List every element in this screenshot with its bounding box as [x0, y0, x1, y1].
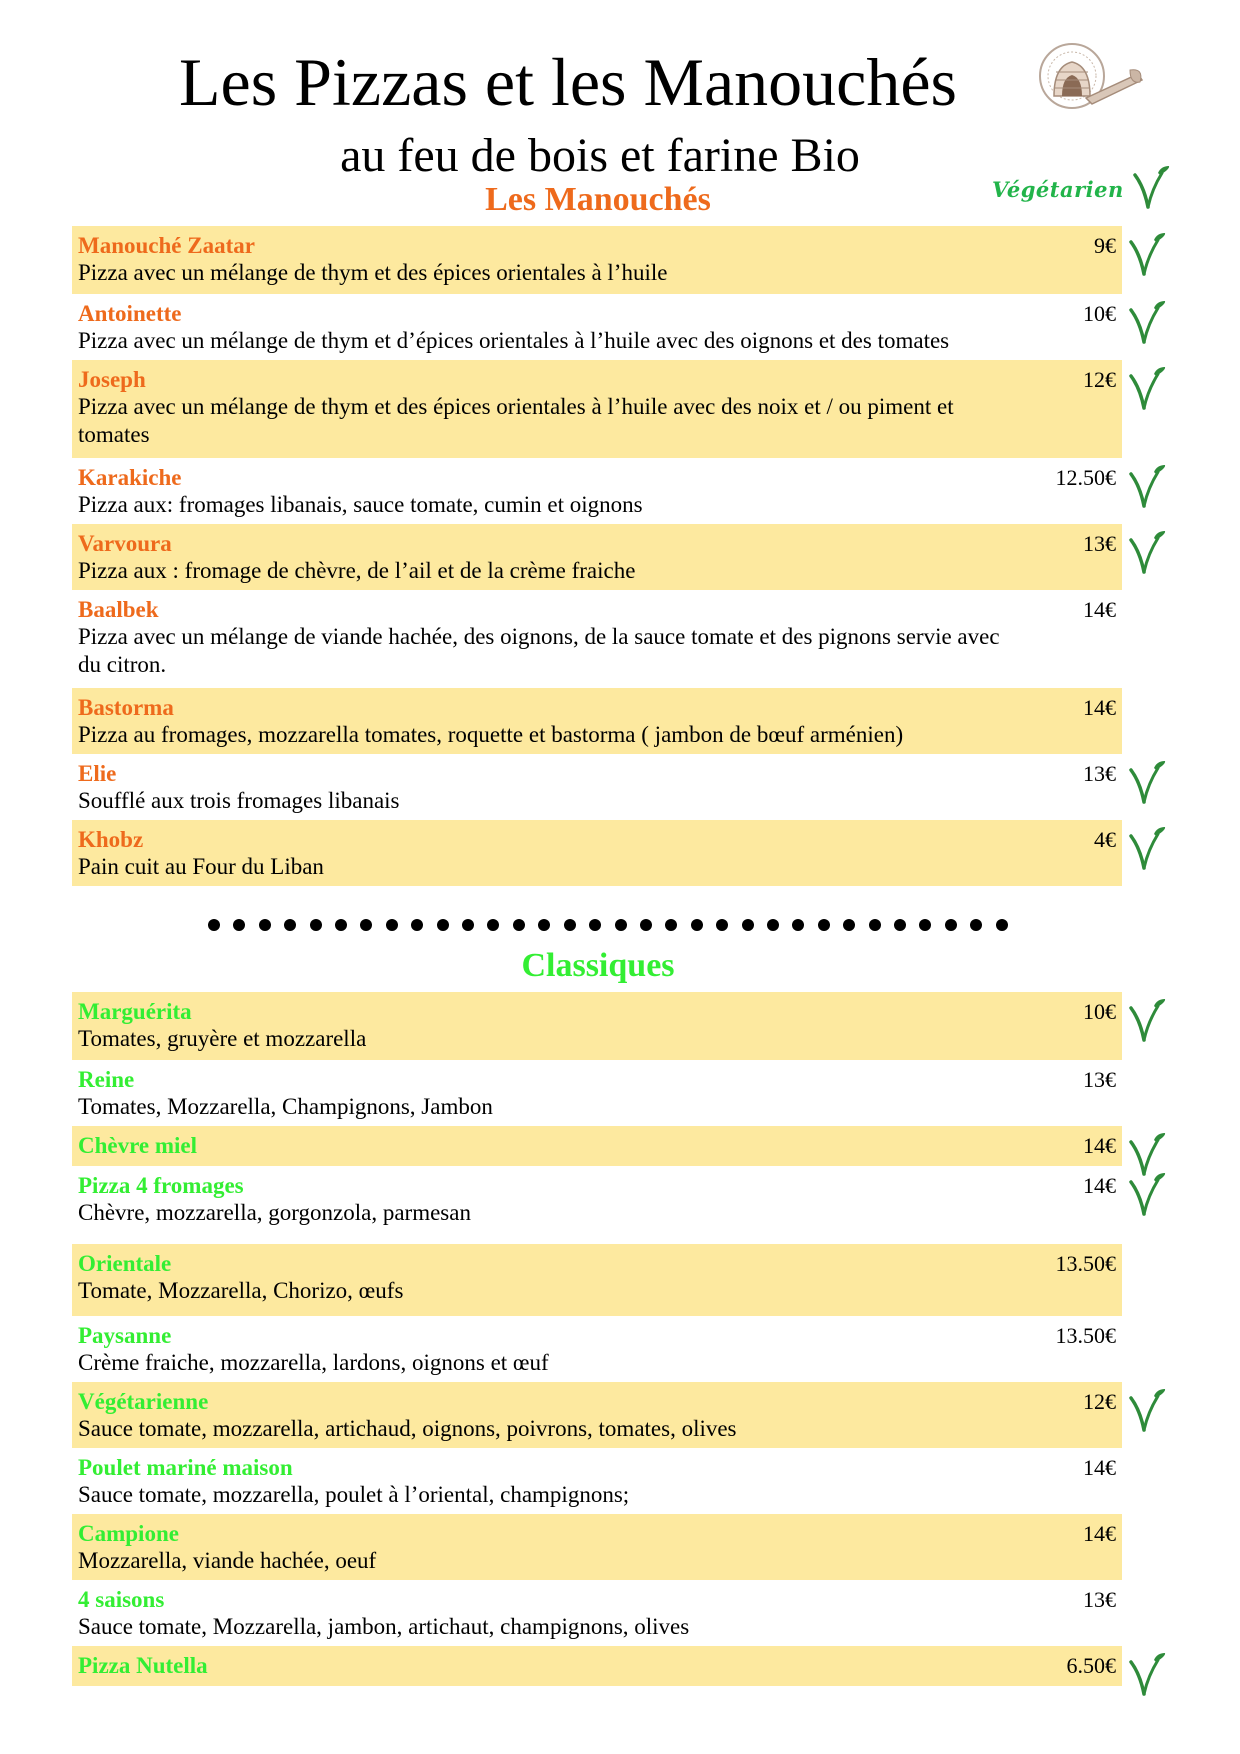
menu-item-price: 9€ — [1094, 233, 1116, 258]
menu-item — [72, 1382, 1122, 1448]
leaf-icon — [1128, 1172, 1168, 1220]
divider-dot — [691, 919, 703, 931]
menu-item — [72, 1060, 1122, 1126]
menu-item-price: 6.50€ — [1066, 1653, 1116, 1678]
divider-dot — [284, 919, 296, 931]
menu-item-description: Tomate, Mozzarella, Chorizo, œufs — [78, 1278, 404, 1303]
menu-item-price: 14€ — [1083, 695, 1116, 720]
divider-dot — [996, 919, 1008, 931]
menu-item — [72, 1514, 1122, 1580]
menu-item-name: Pizza Nutella — [78, 1653, 208, 1678]
menu-item-name: Végétarienne — [78, 1389, 209, 1414]
leaf-icon — [1128, 826, 1168, 874]
menu-item — [72, 820, 1122, 886]
divider-dot — [919, 919, 931, 931]
divider-dot — [970, 919, 982, 931]
menu-item-price: 14€ — [1083, 1455, 1116, 1480]
leaf-icon — [1128, 1652, 1168, 1700]
menu-item-description: Sauce tomate, Mozzarella, jambon, artichaut, champignons, olives — [78, 1614, 690, 1639]
menu-item-name: Reine — [78, 1067, 135, 1092]
menu-item-description: Crème fraiche, mozzarella, lardons, oignons et œuf — [78, 1350, 549, 1375]
manouches-list — [72, 226, 1122, 886]
menu-item — [72, 590, 1122, 688]
divider-dot — [462, 919, 474, 931]
divider-dot — [615, 919, 627, 931]
menu-item-name: Antoinette — [78, 301, 182, 326]
menu-item-name: Khobz — [78, 827, 144, 852]
menu-item-price: 14€ — [1083, 597, 1116, 622]
menu-item-price: 4€ — [1094, 827, 1116, 852]
divider-dot — [589, 919, 601, 931]
leaf-icon — [1128, 366, 1168, 414]
menu-item-description: Mozzarella, viande hachée, oeuf — [78, 1548, 377, 1573]
menu-item-description: Sauce tomate, mozzarella, artichaud, oignons, poivrons, tomates, olives — [78, 1416, 737, 1441]
menu-item-name: Pizza 4 fromages — [78, 1173, 244, 1198]
menu-item-name: 4 saisons — [78, 1587, 165, 1612]
menu-item-name: Baalbek — [78, 597, 159, 622]
divider-dot — [360, 919, 372, 931]
menu-item — [72, 1166, 1122, 1236]
menu-item — [72, 226, 1122, 294]
menu-item-description: Pizza avec un mélange de thym et des épices orientales à l’huile avec des noix et / ou piment et tomates — [78, 394, 954, 447]
leaf-icon — [1128, 464, 1168, 512]
menu-item-description: Pizza aux: fromages libanais, sauce tomate, cumin et oignons — [78, 492, 643, 517]
section-title-manouches: Les Manouchés — [485, 181, 711, 218]
menu-item-name: Marguérita — [78, 999, 192, 1024]
menu-item-description: Tomates, gruyère et mozzarella — [78, 1026, 367, 1051]
divider-dot — [487, 919, 499, 931]
vegetarian-legend-label: Végétarien — [992, 176, 1124, 202]
leaf-icon — [1128, 998, 1168, 1046]
classiques-list — [72, 992, 1122, 1686]
menu-item-description: Chèvre, mozzarella, gorgonzola, parmesan — [78, 1200, 471, 1225]
menu-item-price: 10€ — [1083, 301, 1116, 326]
divider-dot — [869, 919, 881, 931]
menu-item-price: 13€ — [1083, 761, 1116, 786]
menu-item-name: Bastorma — [78, 695, 174, 720]
divider-dot — [259, 919, 271, 931]
leaf-icon — [1128, 530, 1168, 578]
divider-dot — [437, 919, 449, 931]
menu-item — [72, 1646, 1122, 1686]
menu-item — [72, 992, 1122, 1060]
page-subtitle: au feu de bois et farine Bio — [340, 129, 860, 182]
menu-item — [72, 754, 1122, 820]
menu-item-description: Pizza aux : fromage de chèvre, de l’ail et de la crème fraiche — [78, 558, 636, 583]
menu-item-price: 14€ — [1083, 1133, 1116, 1158]
divider-dot — [310, 919, 322, 931]
leaf-icon — [1128, 232, 1168, 280]
divider-dot — [411, 919, 423, 931]
menu-item — [72, 294, 1122, 360]
menu-item — [72, 688, 1122, 754]
menu-item — [72, 1126, 1122, 1166]
menu-item-price: 13€ — [1083, 1067, 1116, 1092]
menu-item-name: Karakiche — [78, 465, 182, 490]
divider-dot — [564, 919, 576, 931]
leaf-icon — [1128, 1388, 1168, 1436]
divider-dot — [945, 919, 957, 931]
menu-item-description: Tomates, Mozzarella, Champignons, Jambon — [78, 1094, 493, 1119]
menu-item-name: Joseph — [78, 367, 146, 392]
menu-item-price: 13.50€ — [1055, 1323, 1116, 1348]
menu-item-description: Pizza avec un mélange de thym et des épices orientales à l’huile — [78, 260, 668, 285]
menu-item-description: Pizza avec un mélange de viande hachée, des oignons, de la sauce tomate et des pignons servie avec du citron. — [78, 624, 1000, 677]
divider-dot — [665, 919, 677, 931]
menu-item — [72, 458, 1122, 524]
menu-item-price: 13.50€ — [1055, 1251, 1116, 1276]
menu-item-price: 13€ — [1083, 531, 1116, 556]
divider-dot — [208, 919, 220, 931]
page-title: Les Pizzas et les Manouchés — [179, 44, 957, 120]
menu-item-description: Pizza avec un mélange de thym et d’épices orientales à l’huile avec des oignons et des tomates — [78, 328, 950, 353]
menu-item-name: Poulet mariné maison — [78, 1455, 293, 1480]
menu-item-name: Elie — [78, 761, 117, 786]
divider-dot — [742, 919, 754, 931]
divider-dot — [335, 919, 347, 931]
menu-item — [72, 524, 1122, 590]
divider-dot — [233, 919, 245, 931]
menu-item — [72, 1244, 1122, 1316]
section-title-classiques: Classiques — [521, 947, 675, 984]
menu-item-price: 14€ — [1083, 1173, 1116, 1198]
divider-dot — [818, 919, 830, 931]
wood-fired-oven-logo-icon — [1026, 40, 1146, 120]
menu-item-price: 13€ — [1083, 1587, 1116, 1612]
menu-item-price: 14€ — [1083, 1521, 1116, 1546]
menu-item-name: Varvoura — [78, 531, 172, 556]
menu-item-description: Pizza au fromages, mozzarella tomates, roquette et bastorma ( jambon de bœuf arménien) — [78, 722, 904, 747]
menu-item — [72, 1316, 1122, 1382]
divider-dot — [538, 919, 550, 931]
leaf-icon — [1128, 760, 1168, 808]
menu-item-name: Chèvre miel — [78, 1133, 198, 1158]
menu-item — [72, 1580, 1122, 1646]
menu-item — [72, 1448, 1122, 1514]
divider-dot — [386, 919, 398, 931]
menu-item-name: Orientale — [78, 1251, 172, 1276]
divider-dot — [513, 919, 525, 931]
menu-item-description: Pain cuit au Four du Liban — [78, 854, 324, 879]
menu-item-price: 10€ — [1083, 999, 1116, 1024]
menu-item-price: 12€ — [1083, 1389, 1116, 1414]
menu-item — [72, 360, 1122, 458]
menu-item-description: Sauce tomate, mozzarella, poulet à l’oriental, champignons; — [78, 1482, 630, 1507]
menu-item-name: Paysanne — [78, 1323, 172, 1348]
divider-dot — [767, 919, 779, 931]
divider-dot — [792, 919, 804, 931]
divider-dot — [640, 919, 652, 931]
menu-item-name: Campione — [78, 1521, 179, 1546]
menu-item-name: Manouché Zaatar — [78, 233, 255, 258]
menu-item-description: Soufflé aux trois fromages libanais — [78, 788, 400, 813]
section-divider-dots — [208, 919, 1008, 931]
menu-item-price: 12.50€ — [1055, 465, 1116, 490]
leaf-icon — [1128, 300, 1168, 348]
divider-dot — [843, 919, 855, 931]
divider-dot — [894, 919, 906, 931]
divider-dot — [716, 919, 728, 931]
menu-item-price: 12€ — [1083, 367, 1116, 392]
